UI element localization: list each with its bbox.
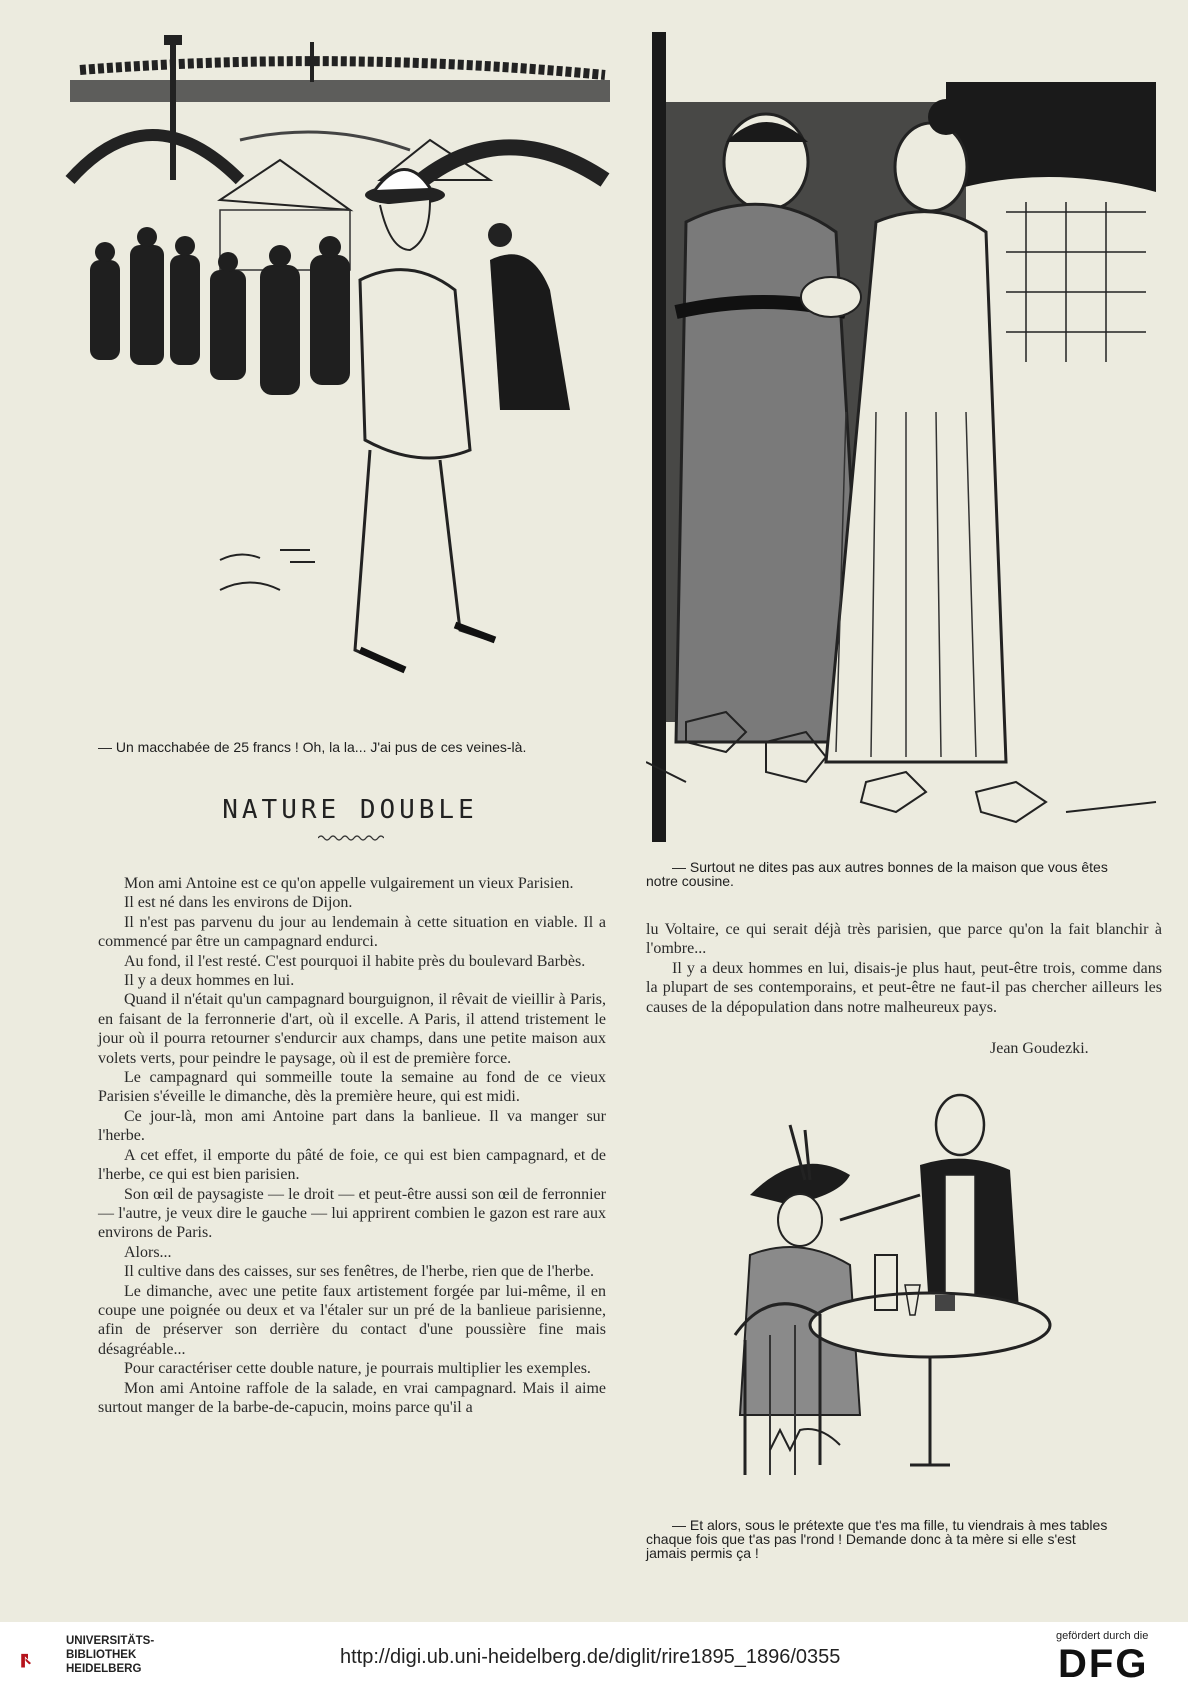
paragraph: Quand il n'était qu'un campagnard bourguignon, il rêvait de vieillir à Paris, en faisant de la ferronnerie d'art, où il excelle. A Paris, il attend tristement le jour où il pourra retourner s'endurcir aux champs, dans une petite maison aux volets verts, pour peindre le paysage, où il est de première force. bbox=[98, 991, 606, 1067]
paragraph: Le dimanche, avec une petite faux artistement forgée par lui-même, il en coupe une poignée ou deux et va l'étaler sur un pré de la banlieue parisienne, afin de préserver son derrière du contact d'une poussière fine mais désagréable... bbox=[98, 1282, 606, 1358]
illustration-bridge-scene bbox=[60, 30, 620, 730]
illustration-cafe-scene bbox=[730, 1085, 1070, 1485]
paragraph: Mon ami Antoine raffole de la salade, en vrai campagnard. Mais il aime surtout manger de la barbe-de-capucin, moins parce qu'il a bbox=[98, 1379, 606, 1416]
paragraph: Il y a deux hommes en lui, disais-je plus haut, peut-être trois, comme dans la plupart de ses contemporains, et peut-être ne faut-il pas chercher ailleurs les causes de la dépopulation dans notre malheureux pays. bbox=[646, 959, 1162, 1016]
illustration-two-women bbox=[646, 22, 1166, 852]
article-column-left bbox=[98, 874, 606, 1417]
library-line-2: BIBLIOTHEK bbox=[66, 1649, 137, 1661]
university-logo-icon bbox=[20, 1632, 60, 1690]
library-line-1: UNIVERSITÄTS- bbox=[66, 1635, 155, 1647]
author-signature: Jean Goudezki. bbox=[990, 1040, 1089, 1057]
paragraph: Pour caractériser cette double nature, je pourrais multiplier les exemples. bbox=[124, 1360, 591, 1378]
paragraph: Il cultive dans des caisses, sur ses fenêtres, de l'herbe, rien que de l'herbe. bbox=[124, 1263, 595, 1281]
cafe-scene-drawing bbox=[730, 1085, 1070, 1485]
paragraph: Il n'est pas parvenu du jour au lendemain à cette situation en viable. Il a commencé par être un campagnard endurci. bbox=[98, 913, 606, 951]
funded-by-label: gefördert durch die bbox=[1056, 1630, 1149, 1642]
two-women-drawing bbox=[646, 22, 1166, 852]
bridge-scene-drawing bbox=[60, 30, 620, 730]
paragraph: A cet effet, il emporte du pâté de foie, ce qui est bien campagnard, et de l'herbe, ce qui est bien parisien. bbox=[98, 1146, 606, 1184]
paragraph: Ce jour-là, mon ami Antoine part dans la banlieue. Il va manger sur l'herbe. bbox=[98, 1107, 606, 1145]
caption-cafe-1: — Et alors, sous le prétexte que t'es ma fille, tu viendrais à mes tables bbox=[672, 1517, 1108, 1533]
paragraph: Le campagnard qui sommeille toute la semaine au fond de ce vieux Parisien s'éveille le dimanche, dès la première heure, qui est midi. bbox=[98, 1069, 606, 1106]
title-ornament bbox=[318, 834, 384, 842]
article-title: NATURE DOUBLE bbox=[222, 795, 478, 825]
paragraph: Il est né dans les environs de Dijon. bbox=[124, 894, 353, 912]
paragraph: lu Voltaire, ce qui serait déjà très parisien, que parce qu'on la fait blanchir à l'ombre... bbox=[646, 921, 1162, 958]
university-library-name bbox=[66, 1634, 154, 1676]
caption-cafe-3: jamais permis ça ! bbox=[646, 1545, 759, 1561]
caption-two-women-1: — Surtout ne dites pas aux autres bonnes de la maison que vous êtes bbox=[672, 859, 1108, 875]
dfg-logo: DFG bbox=[1058, 1642, 1149, 1686]
caption-two-women-2: notre cousine. bbox=[646, 873, 734, 889]
library-line-3: HEIDELBERG bbox=[66, 1663, 142, 1675]
paragraph: Alors... bbox=[124, 1243, 172, 1261]
article-column-right bbox=[646, 920, 1162, 1017]
paragraph: Mon ami Antoine est ce qu'on appelle vulgairement un vieux Parisien. bbox=[124, 875, 574, 892]
paragraph: Il y a deux hommes en lui. bbox=[124, 972, 295, 990]
caption-bridge: — Un macchabée de 25 francs ! Oh, la la... J'ai pus de ces veines-là. bbox=[98, 739, 527, 755]
paragraph: Au fond, il l'est resté. C'est pourquoi il habite près du boulevard Barbès. bbox=[124, 952, 586, 970]
paragraph: Son œil de paysagiste — le droit — et peut-être aussi son œil de ferronnier — l'autre, je veux dire le gauche — lui apprirent combien le gazon est rare aux environs de Paris. bbox=[98, 1185, 606, 1242]
caption-cafe-2: chaque fois que t'as pas l'rond ! Demande donc à ta mère si elle s'est bbox=[646, 1531, 1076, 1547]
source-url-link[interactable]: http://digi.ub.uni-heidelberg.de/diglit/rire1895_1896/0355 bbox=[340, 1646, 841, 1668]
